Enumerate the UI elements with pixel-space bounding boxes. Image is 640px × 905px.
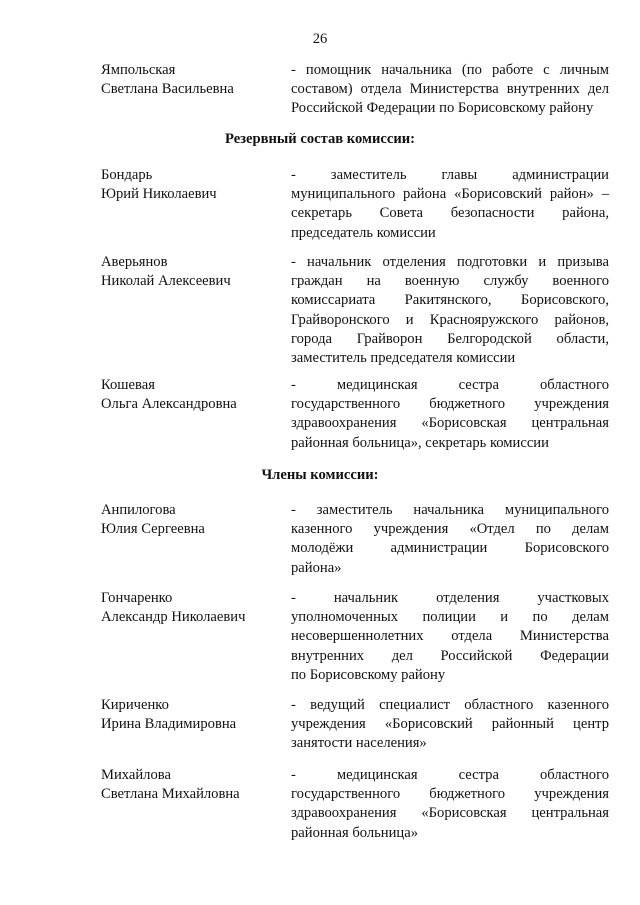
role-line: - ведущий специалист областного казенного (291, 697, 609, 713)
role-line: молодёжи администрации Борисовского (291, 540, 609, 557)
role-line: граждан на военную службу военного (291, 273, 609, 290)
page-number: 26 (312, 31, 328, 47)
surname: Кириченко (101, 697, 169, 713)
role-line: по Борисовскому району (291, 666, 446, 683)
role-line: государственного бюджетного учреждения (291, 786, 609, 803)
person-role (291, 696, 609, 754)
surname: Аверьянов (101, 254, 168, 270)
role-line: внутренних дел Российской Федерации (291, 647, 609, 664)
person-role (291, 376, 609, 453)
role-line: - начальник отделения подготовки и призыва (291, 254, 609, 270)
person-name (101, 376, 281, 414)
person-name (101, 501, 281, 539)
person-name (101, 696, 281, 734)
role-line: - заместитель начальника муниципального (291, 502, 609, 518)
role-line: учреждения «Борисовский районный центр (291, 716, 609, 733)
given-names: Юрий Николаевич (101, 186, 217, 203)
person-name (101, 253, 281, 291)
given-names: Александр Николаевич (101, 609, 246, 626)
surname: Гончаренко (101, 590, 173, 606)
role-line: составом) отдела Министерства внутренних дел (291, 81, 609, 98)
role-line: казенного учреждения «Отдел по делам (291, 521, 609, 538)
person-role (291, 253, 609, 368)
role-line: - помощник начальника (по работе с личным (291, 62, 609, 78)
surname: Кошевая (101, 377, 155, 393)
person-role (291, 766, 609, 843)
role-line: районная больница» (291, 824, 419, 841)
role-line: - медицинская сестра областного (291, 767, 609, 783)
role-line: - заместитель главы администрации (291, 167, 609, 183)
person-role (291, 61, 609, 119)
person-role (291, 501, 609, 578)
given-names: Юлия Сергеевна (101, 521, 205, 538)
role-line: здравоохранения «Борисовская центральная (291, 415, 609, 432)
role-line: государственного бюджетного учреждения (291, 396, 609, 413)
person-name (101, 166, 281, 204)
role-line: районная больница», секретарь комиссии (291, 434, 549, 451)
given-names: Светлана Михайловна (101, 786, 240, 803)
role-line: Грайворонского и Краснояружского районов, (291, 311, 609, 328)
person-role (291, 166, 609, 243)
surname: Михайлова (101, 767, 171, 783)
role-line: района» (291, 559, 342, 576)
given-names: Ольга Александровна (101, 396, 237, 413)
person-role (291, 589, 609, 685)
section-heading-reserve: Резервный состав комиссии: (224, 131, 416, 147)
surname: Ямпольская (101, 62, 176, 78)
person-name (101, 61, 281, 99)
role-line: Российской Федерации по Борисовскому району (291, 100, 594, 117)
role-line: здравоохранения «Борисовская центральная (291, 805, 609, 822)
given-names: Светлана Васильевна (101, 81, 234, 98)
role-line: несовершеннолетних отдела Министерства (291, 628, 609, 645)
role-line: муниципального района «Борисовский район» – (291, 186, 609, 203)
role-line: - медицинская сестра областного (291, 377, 609, 393)
surname: Анпилогова (101, 502, 176, 518)
role-line: комиссариата Ракитянского, Борисовского, (291, 292, 609, 309)
given-names: Николай Алексеевич (101, 273, 231, 290)
person-name (101, 589, 281, 627)
role-line: председатель комиссии (291, 224, 436, 241)
surname: Бондарь (101, 167, 153, 183)
role-line: - начальник отделения участковых (291, 590, 609, 606)
role-line: занятости населения» (291, 735, 427, 752)
role-line: секретарь Совета безопасности района, (291, 205, 609, 222)
role-line: города Грайворон Белгородской области, (291, 330, 609, 347)
section-heading-members: Члены комиссии: (261, 467, 379, 483)
given-names: Ирина Владимировна (101, 716, 237, 733)
role-line: заместитель председателя комиссии (291, 350, 516, 367)
person-name (101, 766, 281, 804)
role-line: уполномоченных полиции и по делам (291, 609, 609, 626)
